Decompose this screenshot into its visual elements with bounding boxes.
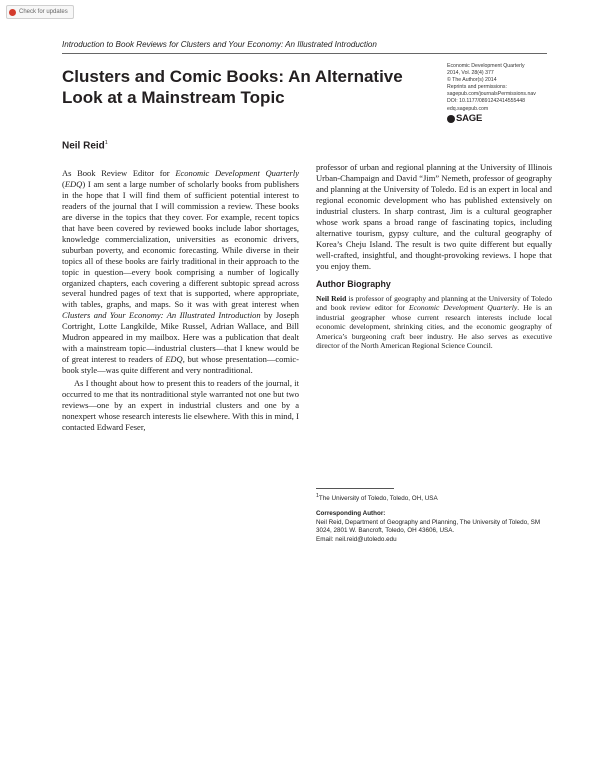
journal-meta [447, 63, 557, 124]
corresponding-author-heading: Corresponding Author: [316, 509, 386, 517]
check-for-updates-badge[interactable] [6, 5, 74, 19]
running-head: Introduction to Book Reviews for Clusters and Your Economy: An Illustrated Introduction [62, 40, 377, 49]
journal-name: Economic Development Quarterly [447, 63, 525, 69]
body-paragraph: professor of urban and regional planning at the University of Illinois Urban-Champaign and David “Jim” Nemeth, professor of geography and planning at the University of Toledo. Ed is an expert in local and regional economic development who has published extensively on industrial clusters. In sharp contrast, Jim is a cultural geographer whose work spans a broad range of fascinating topics, including alternative tourism, gypsy culture, and the cultural geography of Korea’s Cheju Island. The result is two quite different but equally well-crafted, insightful, and thought-provoking reviews. I hope that you enjoy them. [316, 162, 552, 271]
body-paragraph: As I thought about how to present this to readers of the journal, it occurred to me that its nontraditional style warranted not one but two reviews—one by an expert in industrial clusters and one by a nonexpert whose research interests lie elsewhere. With this in mind, I contacted Edward Feser, [62, 378, 299, 432]
author-biography: Neil Reid is professor of geography and planning at the University of Toledo and book review editor for Economic Development Quarterly. He is an industrial geographer whose current research interests include local economic development, shrinking cities, and the economic geography of America’s burgeoning craft beer industry. He also serves as executive director of the North American Regional Science Council. [316, 293, 553, 351]
article-title: Clusters and Comic Books: An Alternative Look at a Mainstream Topic [62, 67, 403, 107]
copyright: © The Author(s) 2014 [447, 77, 497, 84]
header-rule [62, 53, 547, 54]
sage-logo-icon [447, 115, 455, 123]
author-affiliation-marker: 1 [104, 140, 108, 146]
corresponding-author-email[interactable]: Email: neil.reid@utoledo.edu [316, 536, 397, 544]
footnote-rule [316, 488, 394, 489]
author-name: Neil Reid$^1$ [62, 140, 108, 152]
affiliation-footnote: $^1$The University of Toledo, Toledo, OH, USA [316, 493, 438, 503]
author-biography-heading: Author Biography [316, 278, 391, 289]
right-column [316, 162, 552, 351]
reprints-label: Reprints and permissions: [447, 84, 507, 91]
journal-volume: 2014, Vol. 28(4) 377 [447, 70, 494, 77]
sage-logo-text: SAGE [456, 113, 483, 125]
sage-logo [447, 114, 557, 124]
badge-label: Check for updates [19, 9, 68, 15]
left-column [62, 168, 299, 433]
corresponding-author-address: Neil Reid, Department of Geography and Planning, The University of Toledo, SM 3024, 2801 W. Bancroft, Toledo, OH 43606, USA. [316, 518, 541, 535]
reprints-link[interactable]: sagepub.com/journalsPermissions.nav [447, 91, 536, 98]
doi[interactable]: DOI: 10.1177/0891242414555448 [447, 98, 526, 105]
journal-site-link[interactable]: edq.sagepub.com [447, 105, 489, 112]
body-paragraph: As Book Review Editor for Economic Development Quarterly (EDQ) I am sent a large number of scholarly books from publishers in the hope that I will find them of sufficient potential interest to readers of the journal that I will commission a review. These books are diverse in the topics that they cover. For example, recent topics that have been covered by reviewed books include labor shortages, knowledge commercialization, universities as economic drivers, suburban poverty, and economic forecasting. While diverse in their topics all of these books are fairly traditional in their approach to the topic in question—every book comprising a number of logically organized chapters, each covering a different subtopic spread across several hundred pages of text that is supported, where appropriate, with tables, graphs, and maps. So it was with great interest when Clusters and Your Economy: An Illustrated Introduction by Joseph Cortright, Lotte Langkilde, Mike Russel, Adrian Wallace, and Bill Mudron appeared in my mailbox. Here was a publication that dealt with a mainstream topic—industrial clusters—that I knew would be of great interest to readers of EDQ, but whose presentation—comic-book style—was quite different and very nontraditional. [62, 168, 300, 376]
update-icon [9, 9, 16, 16]
footnotes [316, 492, 552, 545]
